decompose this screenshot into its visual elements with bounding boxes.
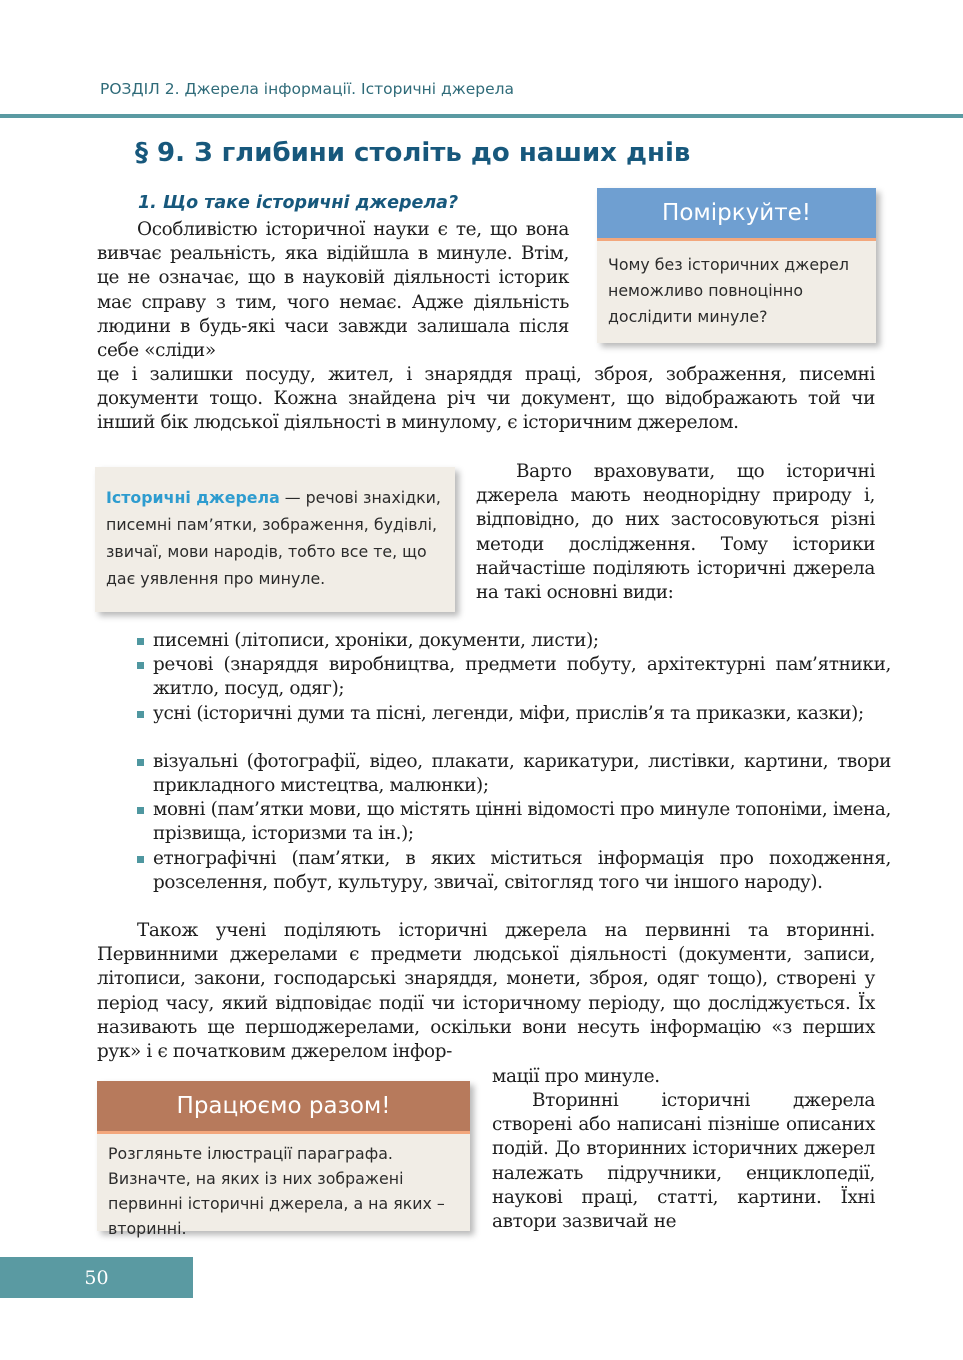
header-rule [0, 114, 963, 118]
page-number: 50 [0, 1257, 193, 1298]
primary-sources-paragraph: Також учені поділяють історичні джерела на первинні та вторинні. Первинними джерелами є предмети людської діяльності (документи, записи, літописи, закони, господарські знаряддя, монети, зброя, одяг тощо), створені у період часу, який відповідає події чи історичному періоду, що досліджується. Їх називають ще першоджерелами, оскільки вони несуть інформацію «з перших рук» і є початковим джерелом інфор- [97, 920, 875, 1063]
bullet-icon [137, 662, 144, 669]
source-types-intro: Варто враховувати, що історичні джерела мають неоднорідну природу і, відповідно, до них застосовуються різні методи дослідження. Тому історики найчастіше поділяють історичні джерела на такі основні види: [476, 461, 875, 604]
think-box [597, 188, 876, 343]
work-together-heading: Працюємо разом! [97, 1081, 470, 1131]
list-item-text: візуальні (фотографії, відео, плакати, карикатури, листівки, картини, твори прикладного мистецтва, малюнки); [153, 751, 891, 797]
list-item [137, 702, 891, 726]
definition-box [95, 467, 455, 612]
think-box-heading: Поміркуйте! [597, 188, 876, 238]
list-item [137, 798, 891, 846]
intro-paragraph-continued: це і залишки посуду, жител, і знаряддя праці, зброя, зображення, писемні документи тощо. Кожна знайдена річ чи документ, що відображають той чи інший бік людської діяльності в минулому, є історичним джерелом. [97, 364, 875, 434]
bullet-icon [137, 711, 144, 718]
bullet-icon [137, 807, 144, 814]
think-box-text: Чому без історичних джерел неможливо повноцінно дослідити минуле? [608, 255, 849, 326]
list-item [137, 653, 891, 701]
intro-paragraph: Особливістю історичної науки є те, що вона вивчає реальність, яка відійшла в минуле. Втім, це не означає, що в науковій діяльності історик має справу з тим, чого немає. Адже діяльність людини в будь-які часи завжди залишала після себе «сліди» [97, 219, 569, 362]
primary-sources-paragraph-end: мації про минуле. [492, 1066, 660, 1087]
bullet-icon [137, 638, 144, 645]
list-item-text: етнографічні (пам’ятки, в яких міститься інформація про походження, розселення, побут, культуру, звичаї, світогляд того чи іншого народу). [153, 848, 891, 894]
list-item-text: писемні (літописи, хроніки, документи, листи); [153, 630, 599, 651]
subsection-heading: 1. Що таке історичні джерела? [138, 193, 459, 213]
definition-term: Історичні джерела [106, 488, 280, 507]
work-together-box [97, 1081, 470, 1238]
list-item [137, 629, 891, 653]
secondary-sources-paragraph: Вторинні історичні джерела створені або написані пізніше описаних подій. До вторинних історичних джерел належать підручники, енциклопедії, наукові праці, статті, картини. Їхні автори зазвичай не [492, 1090, 875, 1233]
section-title: § 9. З глибини століть до наших днів [135, 138, 691, 168]
work-together-accent-line [97, 1131, 470, 1134]
definition-text [106, 484, 444, 592]
definition-body: — речові знахідки, писемні пам’ятки, зображення, будівлі, звичаї, мови народів, тобто все те, що дає уявлення про минуле. [106, 488, 441, 588]
running-head: РОЗДІЛ 2. Джерела інформації. Історичні джерела [100, 80, 515, 98]
bullet-icon [137, 759, 144, 766]
list-item-text: усні (історичні думи та пісні, легенди, міфи, прислів’я та приказки, казки); [153, 703, 864, 724]
list-item-text: речові (знаряддя виробництва, предмети побуту, архітектурні пам’ятники, житло, посуд, одяг); [153, 654, 891, 700]
work-together-text: Розгляньте ілюстрації параграфа. Визначте, на яких із них зображені первинні історичні джерела, а на яких – вторинні. [108, 1144, 445, 1238]
bullet-icon [137, 856, 144, 863]
list-item [137, 750, 891, 798]
list-item-text: мовні (пам’ятки мови, що містять цінні відомості про минуле топоніми, імена, прізвища, історизми та ін.); [153, 799, 891, 845]
think-box-accent-line [597, 238, 876, 241]
list-item [137, 847, 891, 895]
